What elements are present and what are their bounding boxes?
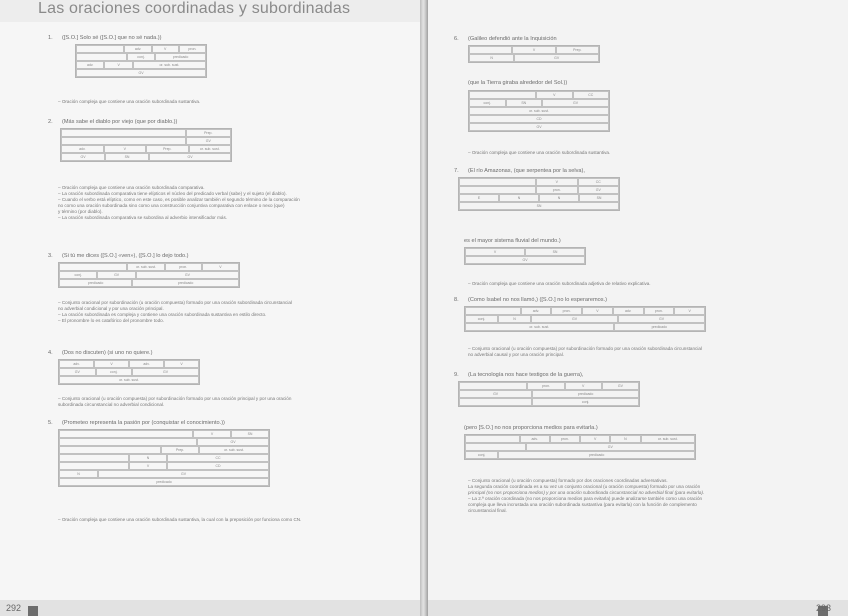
exercise-8-notes: – Conjunto oracional (u oración compuesta) por subordinación formado por una oración subordinada circunstancial no adverbial causal y por una oración principal.: [468, 346, 702, 357]
exercise-7b: [464, 238, 561, 244]
exercise-6-notes: – Oración compleja que contiene una oración subordinada sustantiva.: [468, 150, 611, 155]
exercise-sentence: (Galileo defendió ante la Inquisición: [468, 36, 557, 42]
item-number: 7.: [454, 168, 459, 174]
analysis-diagram: V CC conj. SN GV or. sub. sust. CD GV: [468, 90, 610, 132]
exercise-1-notes: – Oración compleja que contiene una oración subordinada sustantiva.: [58, 99, 201, 104]
exercise-5: [48, 420, 225, 426]
book-gutter: [420, 0, 428, 616]
exercise-sentence: (Como Isabel no nos llamó,) ([S.O.] no lo esperaremos.): [468, 297, 607, 303]
exercise-3-notes: – Conjunto oracional por subordinación (u oración compuesta) formado por una oración subordinada circunstancial no adverbial condicional y por una oración principal. – La oración subordinada es compleja y contiene una oración subordinada sustantiva en estilo directo. – El pronombre lo es catafórico del pronombre todo.: [58, 300, 292, 323]
exercise-sentence: (Prometeo representa la pasión por (conquistar el conocimiento.)): [62, 420, 225, 426]
exercise-9b: [464, 425, 598, 431]
exercise-4-notes: – Conjunto oracional (u oración compuesta) por subordinación formado por una oración principal y por una oración subordinada circunstancial no adverbial condicional.: [58, 396, 292, 407]
exercise-sentence: (Más sabe el diablo por viejo (que por diablo.)): [62, 119, 178, 125]
exercise-2-notes: – Oración compleja que contiene una oración subordinada comparativa. – La oración subordinada comparativa tiene elípticos el núcleo del predicado verbal (sabe) y el sujeto (el diablo). – Cuando el verbo está elíptico, como en este caso, es posible analizar también el segundo término de la comparación no como una oración subordinada sino como una construcción conjuntiva comparativa con enlace o nexo (que) y término (por diablo). – La oración subordinada comparativa se subordina al adverbio intensificador más.: [58, 185, 300, 220]
exercise-sentence: (Dos no discuten) (si uno no quiere.): [62, 350, 153, 356]
analysis-diagram: V Prep. N GV: [468, 45, 600, 63]
exercise-8: [454, 297, 607, 303]
analysis-diagram: V SN GV Prep. or. sub. sust. N CC V CD N GV predicado: [58, 429, 270, 487]
analysis-diagram: pron. V GV GV predicado conj.: [458, 381, 640, 407]
exercise-6b: [468, 80, 567, 86]
exercise-sentence: (La tecnología nos hace testigos de la guerra),: [468, 372, 584, 378]
right-page: [428, 0, 848, 616]
exercise-3: [48, 253, 189, 259]
exercise-7: [454, 168, 585, 174]
item-number: 1.: [48, 35, 53, 41]
analysis-diagram: Prep. GV adv. V Prep. or. sub. sust. GV SN GV: [60, 128, 232, 162]
page-marker: [28, 606, 38, 616]
exercise-4: [48, 350, 152, 356]
exercise-9-notes: – Conjunto oracional (u oración compuesta) formado por dos oraciones coordinadas adversativas. La segunda oración coordinada es a su vez un conjunto oracional (u oración compuesta) formado por una oración principal (no nos proporciona medios) y por una oración subordinada circunstancial no adverbial final (para evitarla). – La 2.ª oración coordinada (no nos proporciona medios para evitarla) puede analizarse también como una oración compleja que lleva incrustada una oración subordinada sustantiva (para evitarla) con la función de complemento circunstancial final.: [468, 478, 705, 513]
exercise-7-notes: – Oración compleja que contiene una oración subordinada adjetiva de relativo explicativa.: [468, 281, 651, 286]
page-number: 292: [6, 603, 22, 613]
left-page: [0, 0, 420, 616]
exercise-2: [48, 119, 177, 125]
analysis-diagram: adv. V pron. conj. predicado adv. V or. sub. sust. GV: [75, 44, 207, 78]
exercise-sentence: (Si tú me dices ([S.O.] «ven»), ([S.O.] lo dejo todo.): [62, 253, 189, 259]
exercise-9: [454, 372, 583, 378]
analysis-diagram: adv. pron. V adv. pron. V conj. N GV GV or. sub. sust. predicado: [464, 306, 706, 332]
footer-bar: [428, 600, 848, 616]
exercise-sentence: (que la Tierra giraba alrededor del Sol.)): [468, 80, 568, 86]
exercise-sentence: (El río Amazonas, (que serpentea por la selva),: [468, 168, 585, 174]
exercise-sentence: ([S.O.] Solo sé ([S.O.] que no sé nada.)): [62, 35, 162, 41]
exercise-sentence: (pero [S.O.] no nos proporciona medios para evitarla.): [464, 425, 598, 431]
analysis-diagram: V CC pron. GV E N N SN SN: [458, 177, 620, 211]
analysis-diagram: adv. pron. V N or. sub. sust. GV conj. predicado: [464, 434, 696, 460]
analysis-diagram: adv. V adv. V GV conj. GV or. sub. sust.: [58, 359, 200, 385]
analysis-diagram: V SN GV: [464, 247, 586, 265]
item-number: 2.: [48, 119, 53, 125]
exercise-6: [454, 36, 557, 42]
item-number: 5.: [48, 420, 53, 426]
page-number: 293: [816, 603, 832, 613]
chapter-title: Las oraciones coordinadas y subordinadas: [38, 0, 351, 17]
exercise-sentence: es el mayor sistema fluvial del mundo.): [464, 238, 561, 244]
analysis-diagram: or. sub. sust. pron. V conj. GV GV predicado predicado: [58, 262, 240, 288]
item-number: 4.: [48, 350, 53, 356]
item-number: 8.: [454, 297, 459, 303]
item-number: 3.: [48, 253, 53, 259]
item-number: 9.: [454, 372, 459, 378]
item-number: 6.: [454, 36, 459, 42]
exercise-1: [48, 35, 162, 41]
footer-bar: [0, 600, 420, 616]
exercise-5-notes: – Oración compleja que contiene una oración subordinada sustantiva, la cual con la preposición por funciona como CN.: [58, 517, 302, 522]
